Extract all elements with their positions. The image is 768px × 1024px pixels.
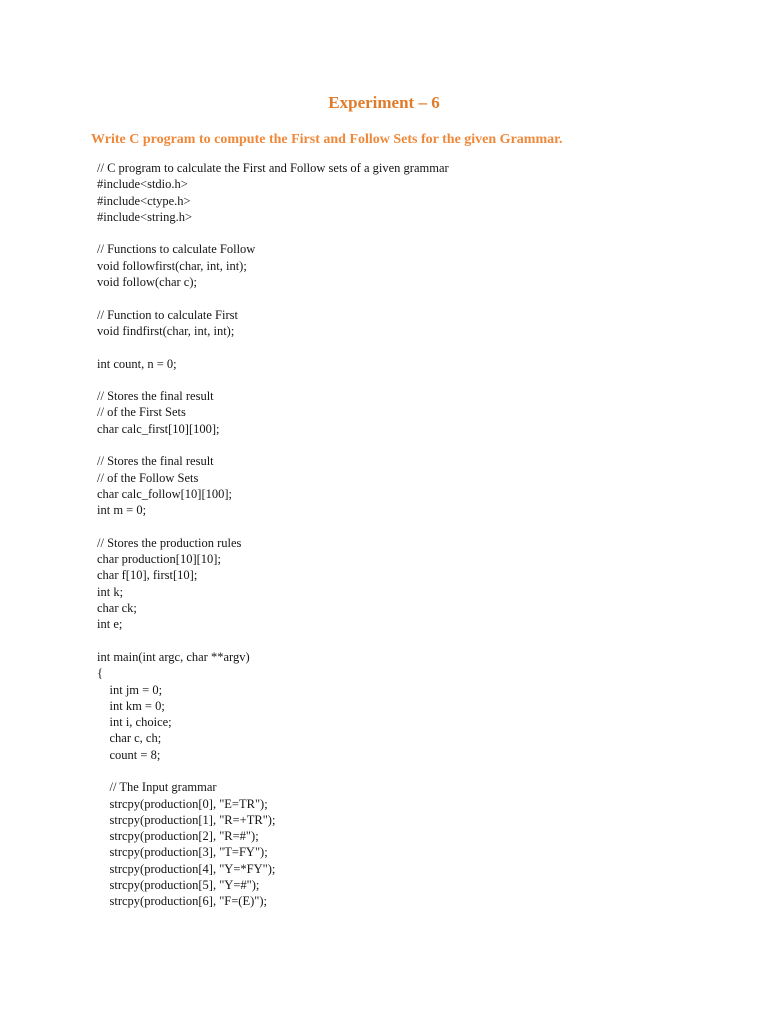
code-line: strcpy(production[4], "Y=*FY"); <box>97 861 276 876</box>
code-line: // Stores the final result <box>97 454 214 469</box>
code-line: strcpy(production[1], "R=+TR"); <box>97 812 276 827</box>
code-line: void followfirst(char, int, int); <box>97 258 247 273</box>
code-line: // Stores the production rules <box>97 535 242 550</box>
code-line: // Functions to calculate Follow <box>97 242 256 257</box>
code-line: char f[10], first[10]; <box>97 568 198 583</box>
code-line: int k; <box>97 584 124 599</box>
code-line: char calc_follow[10][100]; <box>97 486 233 501</box>
code-line: strcpy(production[2], "R=#"); <box>97 829 259 844</box>
code-line: // Function to calculate First <box>97 307 238 322</box>
code-line <box>97 339 449 355</box>
code-line: #include<ctype.h> <box>97 193 191 208</box>
code-line: void follow(char c); <box>97 275 197 290</box>
code-line <box>97 290 449 306</box>
code-line: #include<string.h> <box>97 209 192 224</box>
code-line <box>97 225 449 241</box>
code-line: char ck; <box>97 601 137 616</box>
code-line <box>97 372 449 388</box>
code-line: strcpy(production[6], "F=(E)"); <box>97 894 267 909</box>
code-line: #include<stdio.h> <box>97 177 188 192</box>
code-line <box>97 519 449 535</box>
code-line: int jm = 0; <box>97 682 163 697</box>
code-line: char c, ch; <box>97 731 162 746</box>
code-line: int e; <box>97 617 123 632</box>
code-line: int count, n = 0; <box>97 356 177 371</box>
code-line: // Stores the final result <box>97 389 214 404</box>
code-block <box>97 160 449 910</box>
code-line: // C program to calculate the First and Follow sets of a given grammar <box>97 161 449 175</box>
page-subtitle: Write C program to compute the First and Follow Sets for the given Grammar. <box>91 132 563 147</box>
code-line <box>97 633 449 649</box>
code-line: // The Input grammar <box>97 780 217 795</box>
code-line: strcpy(production[3], "T=FY"); <box>97 845 268 860</box>
code-line: char production[10][10]; <box>97 552 221 567</box>
code-line <box>97 763 449 779</box>
page-title: Experiment – 6 <box>328 93 440 112</box>
code-line: count = 8; <box>97 747 161 762</box>
code-line: int i, choice; <box>97 715 172 730</box>
code-line: int km = 0; <box>97 698 165 713</box>
code-line: { <box>97 666 103 681</box>
code-line: int m = 0; <box>97 503 147 518</box>
code-line: strcpy(production[5], "Y=#"); <box>97 878 260 893</box>
code-line: int main(int argc, char **argv) <box>97 649 250 664</box>
code-line: // of the Follow Sets <box>97 470 199 485</box>
code-line: char calc_first[10][100]; <box>97 421 220 436</box>
code-line: void findfirst(char, int, int); <box>97 323 235 338</box>
code-line <box>97 437 449 453</box>
code-line: // of the First Sets <box>97 405 186 420</box>
code-line: strcpy(production[0], "E=TR"); <box>97 796 268 811</box>
